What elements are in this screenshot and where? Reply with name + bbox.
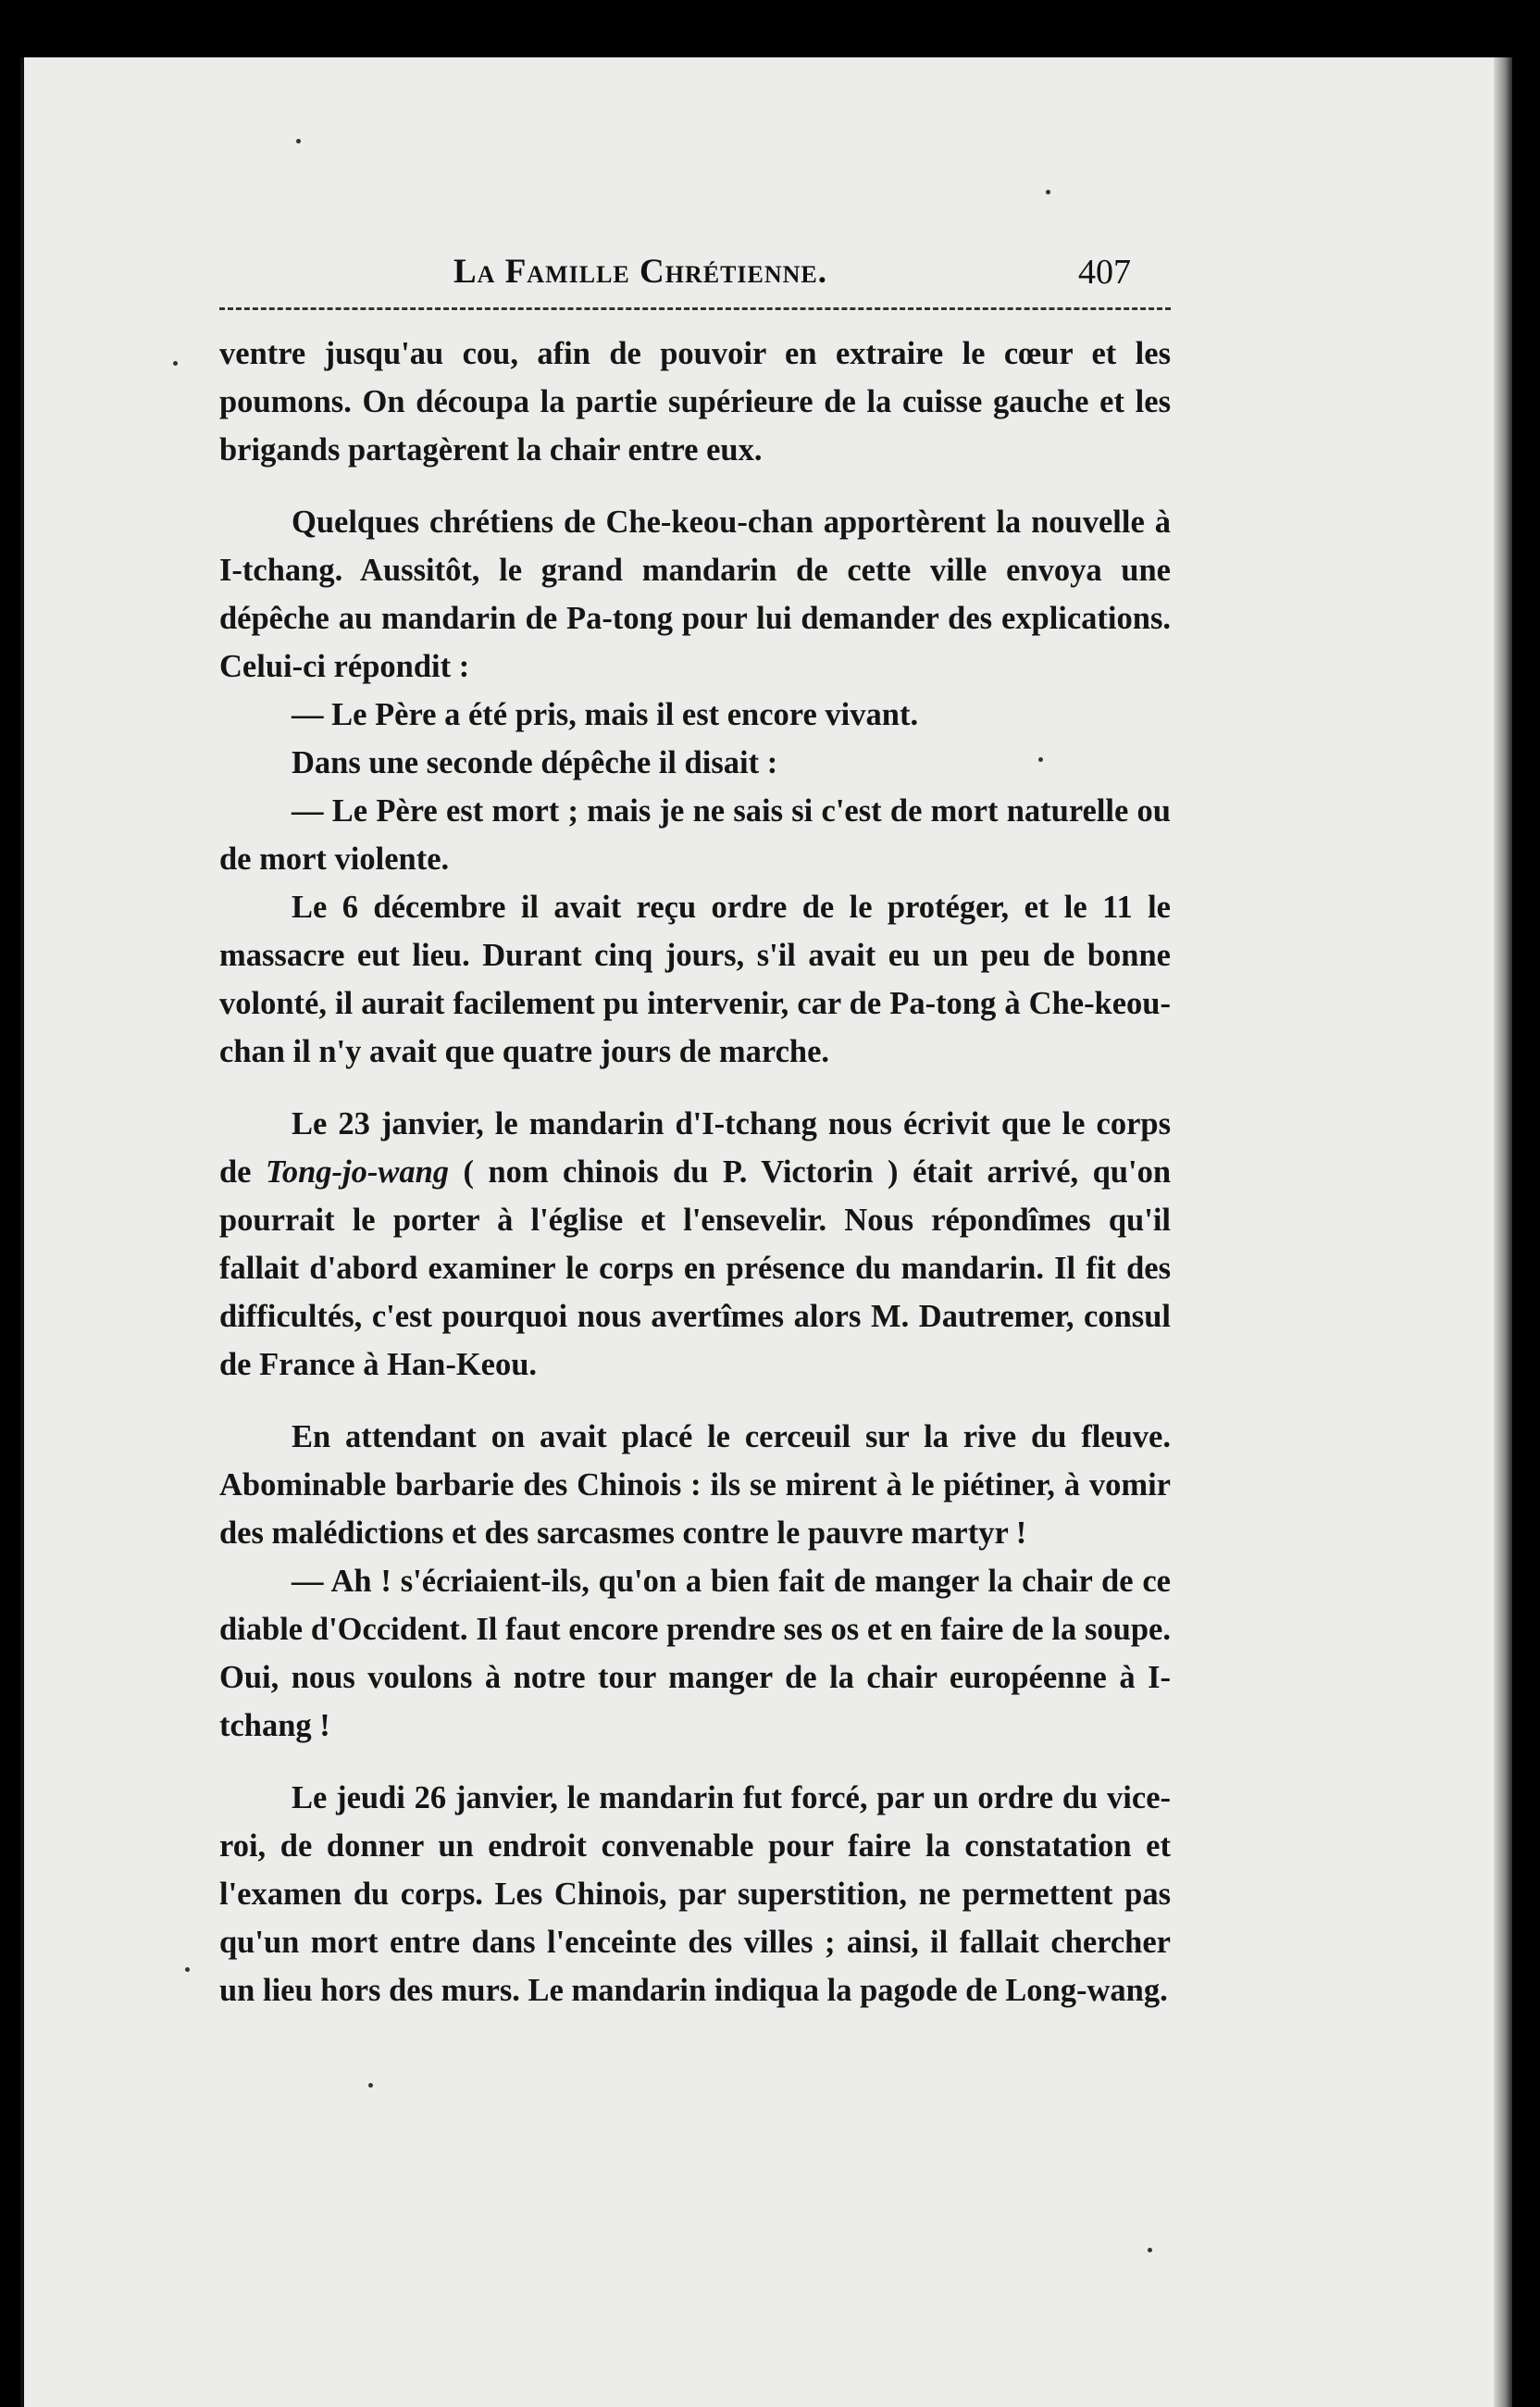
print-speck [173, 361, 178, 366]
running-title: La Famille Chrétienne. [453, 253, 828, 291]
paragraph-9-dialogue: — Ah ! s'écriaient-ils, qu'on a bien fait de manger la chair de ce diable d'Occident. Il faut encore prendre ses os et en faire de la soupe. Oui, nous voulons à notre tour manger de la chair européenne à I-tchang ! [219, 1564, 1171, 1743]
paragraph-7-before: Le 23 janvier, le mandarin d'I-tchang nous écrivit que le corps de [219, 1106, 1171, 1190]
chinese-name-italic: Tong-jo-wang [265, 1154, 450, 1190]
page-number: 407 [1078, 253, 1131, 292]
paragraph-2: Quelques chrétiens de Che-keou-chan apportèrent la nouvelle à I-tchang. Aussitôt, le grand mandarin de cette ville envoya une dépêche au mandarin de Pa-tong pour lui demander des explications. Celui-ci répondit : [219, 505, 1171, 684]
print-speck [1038, 757, 1043, 762]
print-speck [1148, 2248, 1152, 2252]
print-speck [185, 1967, 190, 1972]
paragraph-7-after: ( nom chinois du P. Victorin ) était arrivé, qu'on pourrait le porter à l'église et l'ensevelir. Nous répondîmes qu'il fallait d'abord examiner le corps en présence du mandarin. Il fit des difficultés, c'est pourquoi nous avertîmes alors M. Dautremer, consul de France à Han-Keou. [219, 1154, 1172, 1382]
paragraph-8: En attendant on avait placé le cerceuil sur la rive du fleuve. Abominable barbarie des Chinois : ils se mirent à le piétiner, à vomir des malédictions et des sarcasmes contre le pauvre martyr ! [219, 1419, 1171, 1551]
print-speck [1046, 190, 1050, 194]
print-speck [296, 139, 301, 143]
print-speck [368, 2083, 373, 2088]
paragraph-5-dialogue: — Le Père est mort ; mais je ne sais si c'est de mort naturelle ou de mort violente. [219, 793, 1171, 877]
paragraph-3-dialogue: — Le Père a été pris, mais il est encore vivant. [292, 697, 919, 732]
page-header [453, 252, 1138, 298]
page-edge-shadow [1494, 57, 1512, 2407]
paragraph-6: Le 6 décembre il avait reçu ordre de le protéger, et le 11 le massacre eut lieu. Durant cinq jours, s'il avait eu un peu de bonne volonté, il aurait facilement pu intervenir, car de Pa-tong à Che-keou-chan il n'y avait que quatre jours de marche. [219, 890, 1171, 1069]
paragraph-1: ventre jusqu'au cou, afin de pouvoir en extraire le cœur et les poumons. On découpa la partie supérieure de la cuisse gauche et les brigands partagèrent la chair entre eux. [219, 336, 1171, 468]
paragraph-7 [219, 1100, 1171, 1389]
paragraph-4: Dans une seconde dépêche il disait : [292, 745, 778, 780]
paragraph-10: Le jeudi 26 janvier, le mandarin fut forcé, par un ordre du vice-roi, de donner un endroit convenable pour faire la constatation et l'examen du corps. Les Chinois, par superstition, ne permettent pas qu'un mort entre dans l'enceinte des villes ; ainsi, il fallait chercher un lieu hors des murs. Le mandarin indiqua la pagode de Long-wang. [219, 1780, 1171, 2008]
body-text [219, 330, 1171, 2014]
header-rule [219, 307, 1171, 310]
